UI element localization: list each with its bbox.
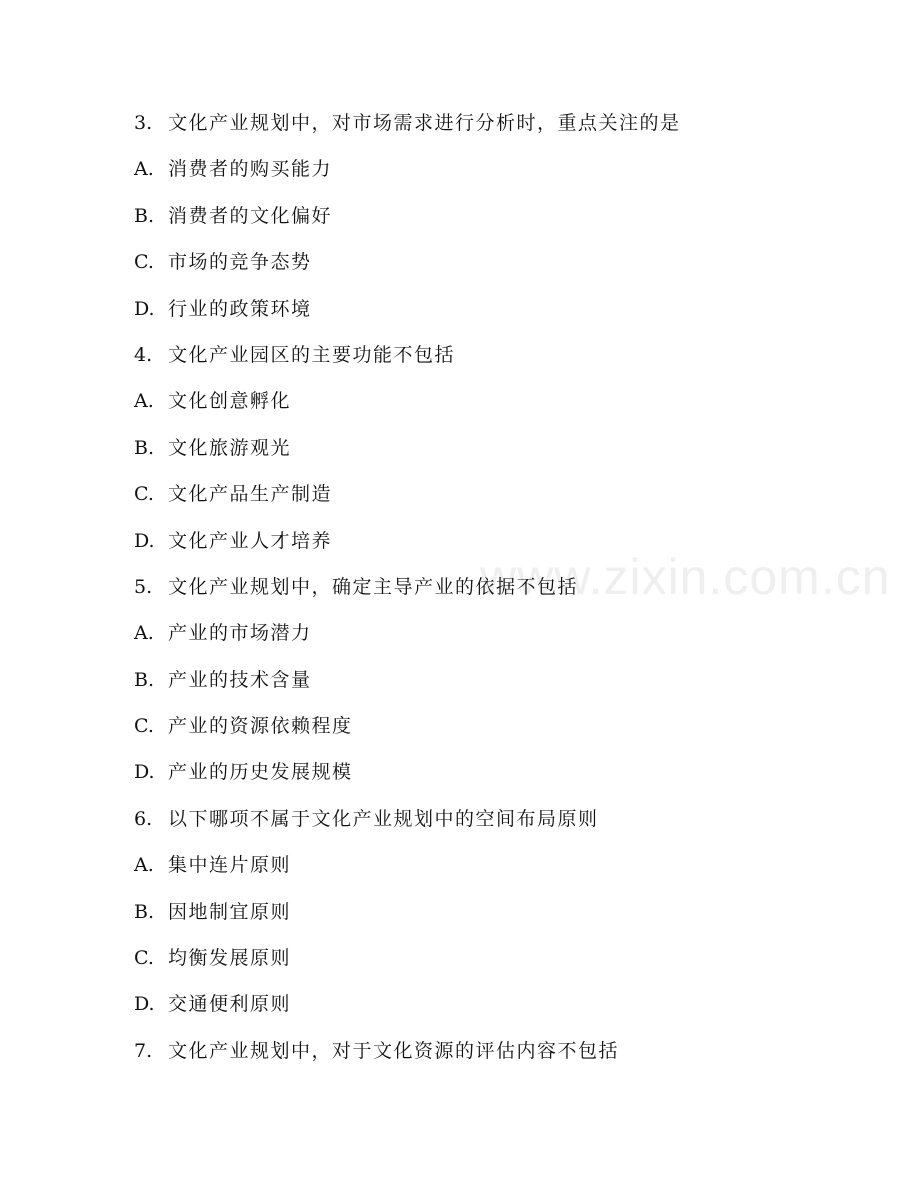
line-marker: D. [134,761,155,784]
line-marker: C. [134,483,154,506]
line-text: 交通便利原则 [168,993,292,1016]
line-marker: A. [134,390,154,413]
option-b [134,201,874,247]
line-text: 均衡发展原则 [168,947,292,970]
line-marker: A. [134,158,154,181]
line-marker: B. [134,668,155,691]
option-a [134,386,874,432]
option-b [134,433,874,479]
line-text: 文化创意孵化 [168,390,292,413]
line-marker: 4. [134,343,153,366]
option-c [134,247,874,293]
question-6 [134,804,874,850]
line-marker: 5. [134,575,153,598]
option-a [134,154,874,200]
option-c [134,479,874,525]
line-marker: D. [134,993,155,1016]
line-text: 消费者的购买能力 [168,158,333,181]
option-b [134,665,874,711]
line-text: 文化产业人才培养 [168,529,333,552]
line-marker: D. [134,529,155,552]
line-marker: A. [134,854,154,877]
question-4 [134,340,874,386]
line-text: 文化产业规划中，确定主导产业的依据不包括 [168,575,579,598]
line-marker: D. [134,297,155,320]
question-5 [134,572,874,618]
line-marker: 6. [134,807,153,830]
line-text: 行业的政策环境 [168,297,312,320]
line-text: 以下哪项不属于文化产业规划中的空间布局原则 [168,807,599,830]
line-text: 产业的历史发展规模 [168,761,353,784]
line-text: 文化旅游观光 [168,436,292,459]
option-d [134,294,874,340]
line-marker: B. [134,436,155,459]
line-text: 文化产业园区的主要功能不包括 [168,343,456,366]
option-a [134,850,874,896]
line-text: 文化产品生产制造 [168,483,333,506]
line-text: 消费者的文化偏好 [168,204,333,227]
option-d [134,526,874,572]
line-text: 产业的技术含量 [168,668,312,691]
line-marker: 3. [134,112,153,134]
line-marker: C. [134,251,154,274]
question-7 [134,1036,874,1082]
line-text: 集中连片原则 [168,854,292,877]
line-text: 产业的市场潜力 [168,622,312,645]
line-marker: B. [134,900,155,923]
line-marker: B. [134,204,155,227]
line-marker: 7. [134,1039,153,1062]
option-d [134,989,874,1035]
line-text: 文化产业规划中，对于文化资源的评估内容不包括 [168,1039,620,1062]
option-c [134,943,874,989]
question-list [134,108,874,1082]
line-marker: C. [134,947,154,970]
line-text: 市场的竞争态势 [168,251,312,274]
watermark: www.zixin.com.cn [480,549,891,605]
option-b [134,897,874,943]
option-c [134,711,874,757]
line-marker: A. [134,622,154,645]
option-d [134,757,874,803]
line-marker: C. [134,715,154,738]
line-text: 文化产业规划中，对市场需求进行分析时，重点关注的是 [168,112,681,134]
question-3 [134,108,874,154]
option-a [134,618,874,664]
line-text: 产业的资源依赖程度 [168,715,353,738]
line-text: 因地制宜原则 [168,900,292,923]
